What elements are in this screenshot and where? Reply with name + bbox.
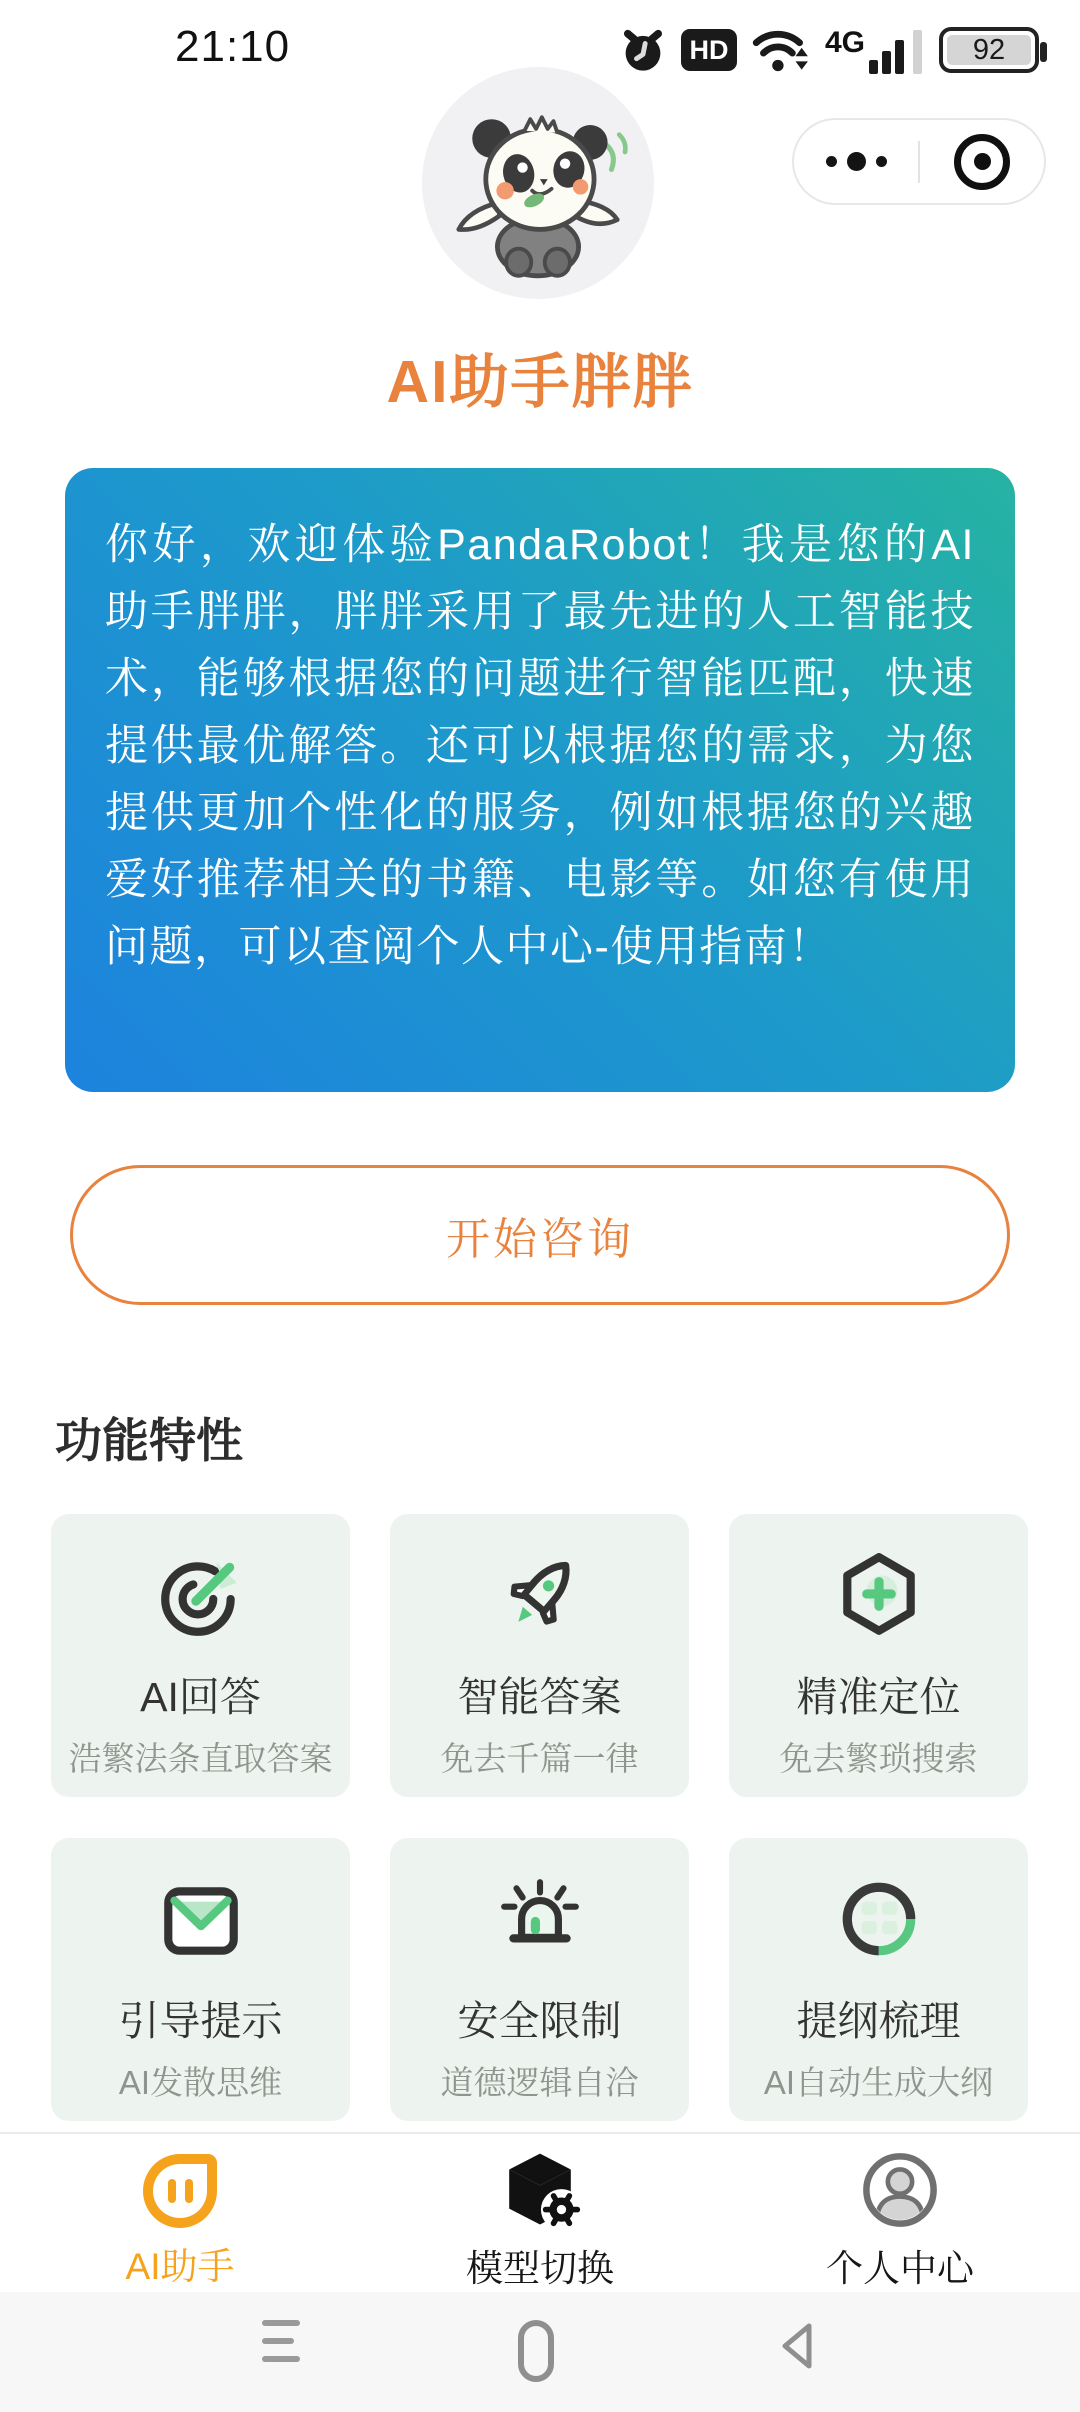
wifi-icon [751, 25, 811, 75]
feature-card-outline [729, 1838, 1028, 2121]
feature-subtitle: AI发散思维 [118, 2064, 283, 2101]
hexagon-plus-icon [833, 1550, 925, 1642]
home-target-icon [954, 134, 1010, 190]
hd-voice-icon: HD [681, 29, 737, 71]
home-pill-icon[interactable] [518, 2320, 554, 2382]
siren-icon [494, 1874, 586, 1966]
target-pen-icon [155, 1550, 247, 1642]
feature-title: 安全限制 [457, 1998, 622, 2044]
tab-label: 模型切换 [466, 2248, 614, 2289]
model-cube-gear-icon [494, 2148, 586, 2232]
alarm-clock-icon [619, 25, 667, 75]
signal-bars-icon [869, 26, 925, 74]
feature-title: 精准定位 [796, 1674, 961, 1720]
start-consult-button[interactable]: 开始咨询 [70, 1165, 1010, 1305]
feature-title: 引导提示 [118, 1998, 283, 2044]
tab-personal-center[interactable] [720, 2134, 1080, 2292]
miniprogram-capsule [792, 118, 1046, 205]
feature-card-ai-answer [51, 1514, 350, 1797]
feature-card-safety-limit [390, 1838, 689, 2121]
feature-title: 智能答案 [457, 1674, 622, 1720]
battery-icon [939, 27, 1039, 73]
assistant-face-icon [143, 2154, 217, 2228]
network-type-label: 4G [824, 26, 865, 59]
back-triangle-icon[interactable] [776, 2320, 818, 2372]
welcome-card: 你好，欢迎体验PandaRobot！我是您的AI助手胖胖，胖胖采用了最先进的人工智能技术，能够根据您的问题进行智能匹配，快速提供最优解答。还可以根据您的需求，为您提供更加个性化的服务，例如根据您的兴趣爱好推荐相关的书籍、电影等。如您有使用问题，可以查阅个人中心-使用指南！ [65, 468, 1015, 1092]
panda-avatar [422, 67, 654, 299]
recents-menu-icon[interactable] [262, 2320, 300, 2362]
status-icons [619, 24, 1047, 76]
feature-grid [51, 1514, 1029, 2121]
page-title: AI助手胖胖 [386, 349, 694, 415]
feature-subtitle: 道德逻辑自洽 [440, 2064, 639, 2101]
tab-bar [0, 2132, 1080, 2292]
feature-card-smart-answer [390, 1514, 689, 1797]
feature-card-precise-locate [729, 1514, 1028, 1797]
feature-subtitle: 浩繁法条直取答案 [68, 1740, 333, 1777]
close-home-button[interactable] [920, 120, 1044, 203]
tab-label: AI助手 [125, 2246, 235, 2287]
feature-subtitle: 免去千篇一律 [440, 1740, 639, 1777]
feature-subtitle: 免去繁琐搜索 [779, 1740, 978, 1777]
profile-person-icon [854, 2148, 946, 2232]
battery-nub [1040, 42, 1047, 62]
tab-model-switch[interactable] [360, 2134, 720, 2292]
battery-percent: 92 [972, 33, 1006, 66]
feature-title: 提纲梳理 [796, 1998, 961, 2044]
status-time: 21:10 [175, 22, 291, 71]
panda-illustration [422, 67, 654, 299]
cellular-signal-icon [825, 26, 925, 74]
tab-ai-assistant[interactable] [0, 2134, 360, 2292]
rocket-icon [494, 1550, 586, 1642]
features-section-title: 功能特性 [55, 1414, 243, 1467]
tab-label: 个人中心 [826, 2248, 974, 2289]
feature-card-guide-prompt [51, 1838, 350, 2121]
envelope-icon [155, 1874, 247, 1966]
feature-title: AI回答 [140, 1674, 261, 1720]
outline-ring-icon [833, 1874, 925, 1966]
android-nav-bar [0, 2292, 1080, 2412]
feature-subtitle: AI自动生成大纲 [763, 2064, 994, 2101]
more-options-button[interactable] [794, 120, 918, 203]
